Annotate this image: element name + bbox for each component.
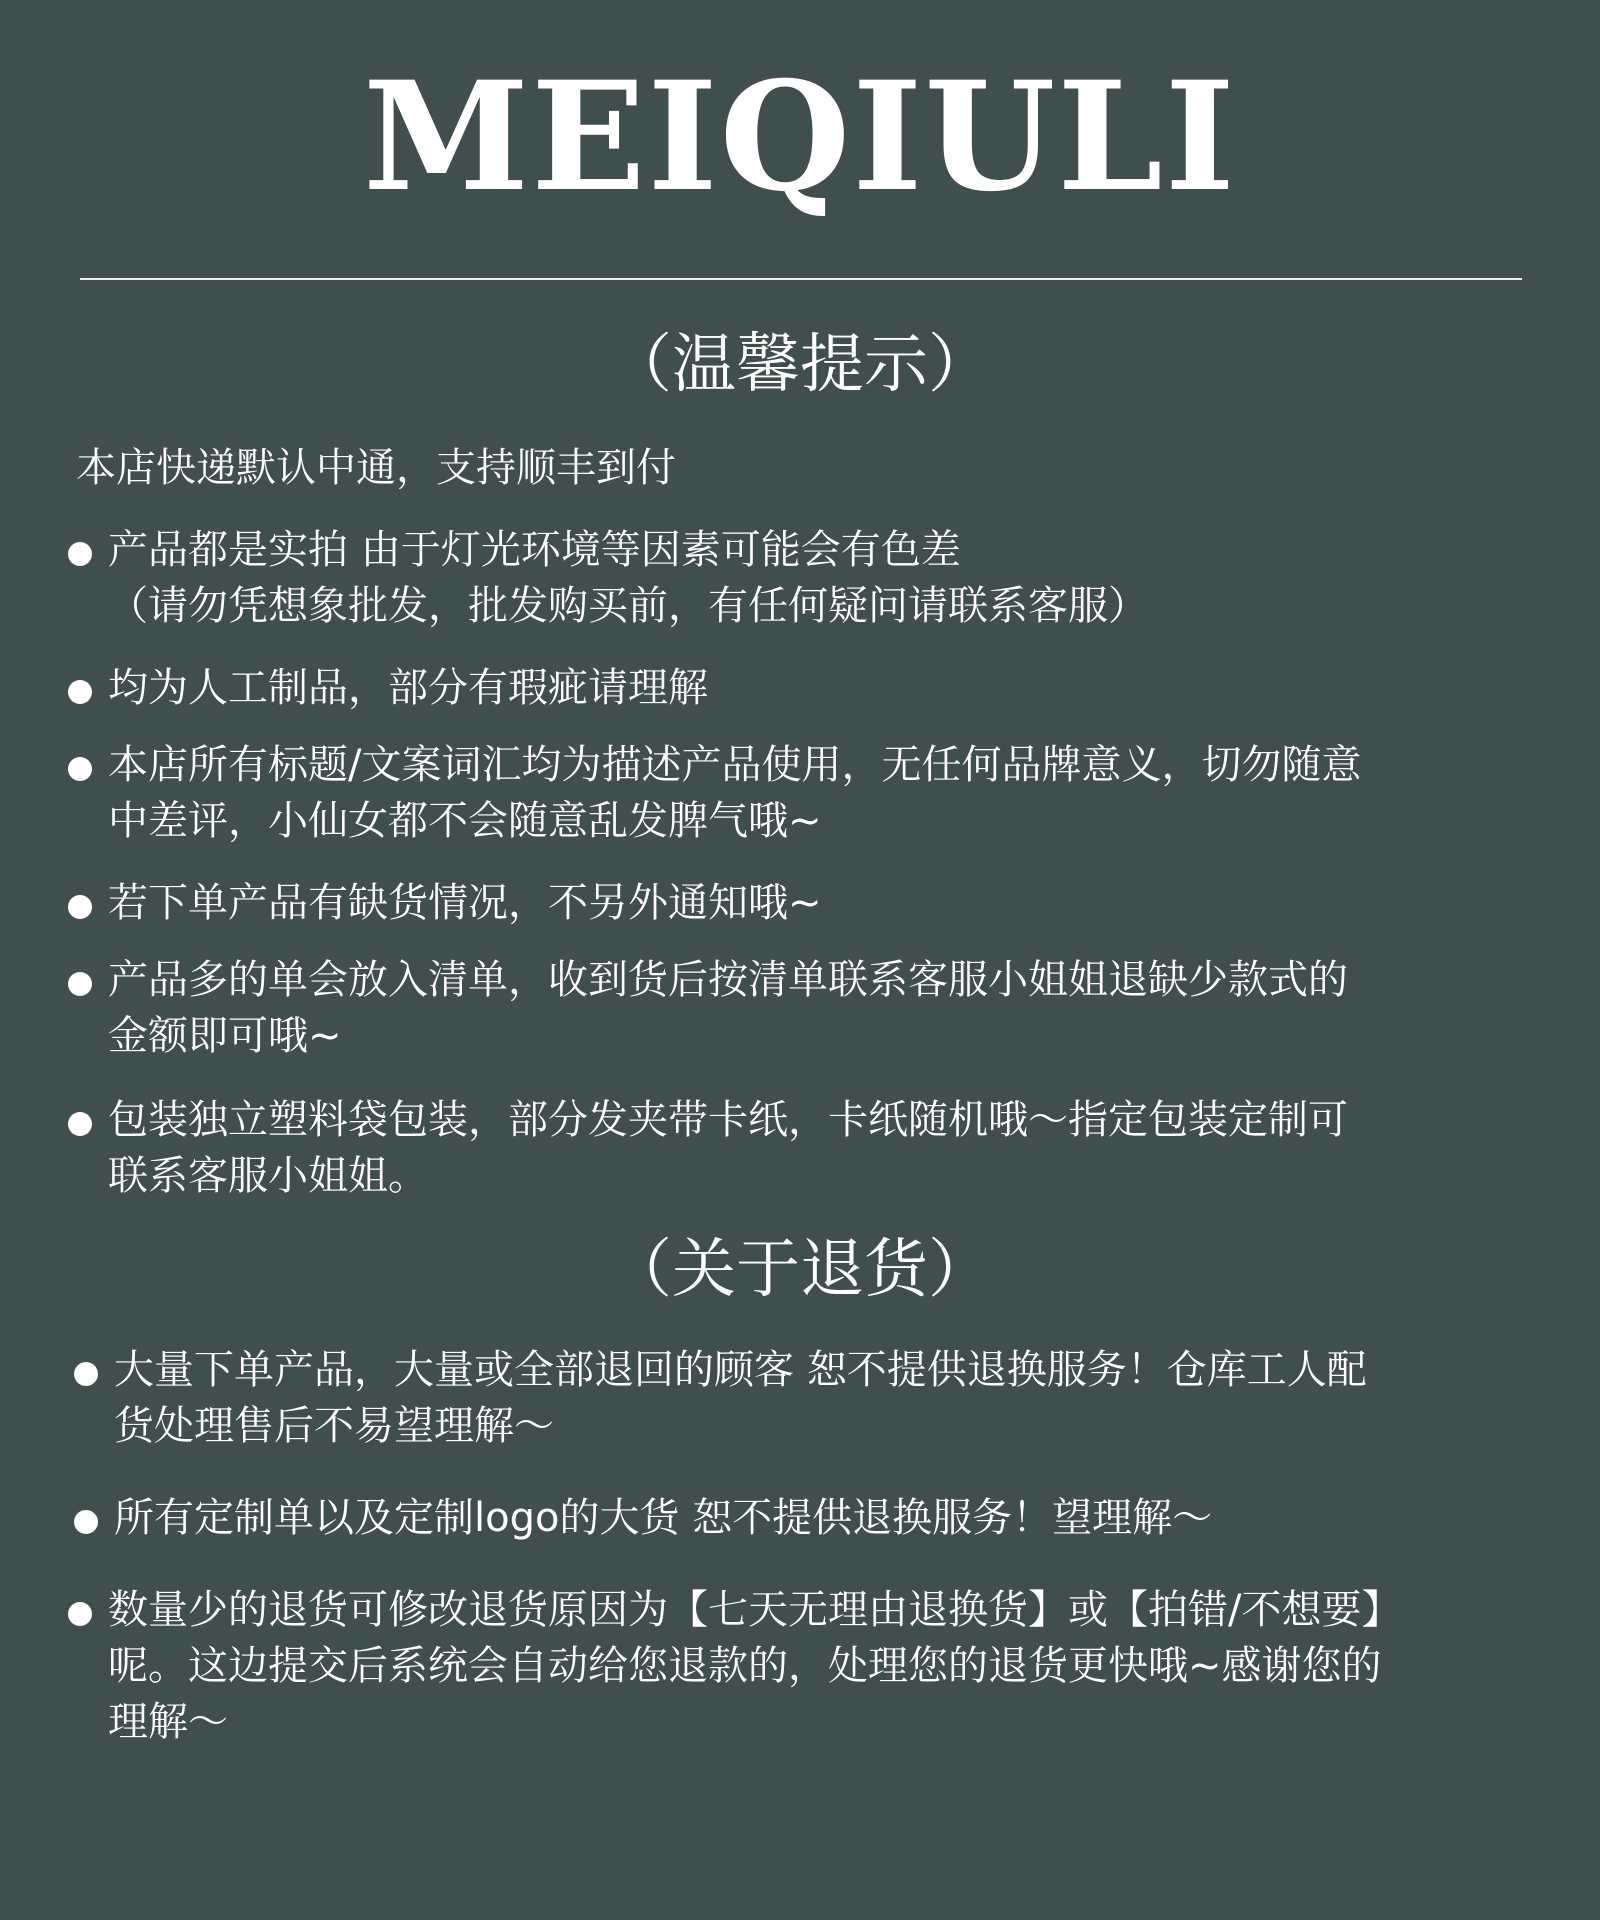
returns-item-line: 货处理售后不易望理解～ <box>114 1403 554 1449</box>
brand-title: MEIQIULI <box>363 49 1237 225</box>
notice-item-line: 本店所有标题/文案词汇均为描述产品使用，无任何品牌意义，切勿随意 <box>108 742 1362 788</box>
bullet-icon <box>68 1602 92 1626</box>
bullet-icon <box>74 1510 98 1534</box>
returns-item-line: 所有定制单以及定制logo的大货 恕不提供退换服务！望理解～ <box>114 1495 1213 1541</box>
divider <box>80 278 1522 280</box>
returns-item-line: 理解～ <box>108 1699 228 1745</box>
bullet-icon <box>68 542 92 566</box>
returns-title: （关于退货） <box>608 1233 992 1307</box>
bullet-icon <box>68 895 92 919</box>
notice-item-line: 均为人工制品，部分有瑕疵请理解 <box>108 665 708 711</box>
notice-intro: 本店快递默认中通，支持顺丰到付 <box>76 445 676 491</box>
notice-item-line: 产品都是实拍 由于灯光环境等因素可能会有色差 <box>108 527 961 573</box>
notice-item-line: 金额即可哦~ <box>108 1013 342 1059</box>
notice-item-line: 包装独立塑料袋包装，部分发夹带卡纸，卡纸随机哦～指定包装定制可 <box>108 1097 1348 1143</box>
returns-item-line: 呢。这边提交后系统会自动给您退款的，处理您的退货更快哦~感谢您的 <box>108 1643 1382 1689</box>
bullet-icon <box>68 757 92 781</box>
notice-item-line: （请勿凭想象批发，批发购买前，有任何疑问请联系客服） <box>108 583 1148 629</box>
notice-item-line: 若下单产品有缺货情况，不另外通知哦~ <box>108 880 822 926</box>
returns-item-line: 数量少的退货可修改退货原因为【七天无理由退换货】或【拍错/不想要】 <box>108 1587 1402 1633</box>
bullet-icon <box>68 1112 92 1136</box>
notice-item-line: 中差评，小仙女都不会随意乱发脾气哦~ <box>108 798 822 844</box>
returns-item-line: 大量下单产品，大量或全部退回的顾客 恕不提供退换服务！仓库工人配 <box>114 1347 1367 1393</box>
notice-item-line: 产品多的单会放入清单，收到货后按清单联系客服小姐姐退缺少款式的 <box>108 957 1348 1003</box>
bullet-icon <box>68 680 92 704</box>
notice-item-line: 联系客服小姐姐。 <box>108 1153 428 1199</box>
bullet-icon <box>68 972 92 996</box>
notice-title: （温馨提示） <box>608 328 992 402</box>
bullet-icon <box>74 1362 98 1386</box>
